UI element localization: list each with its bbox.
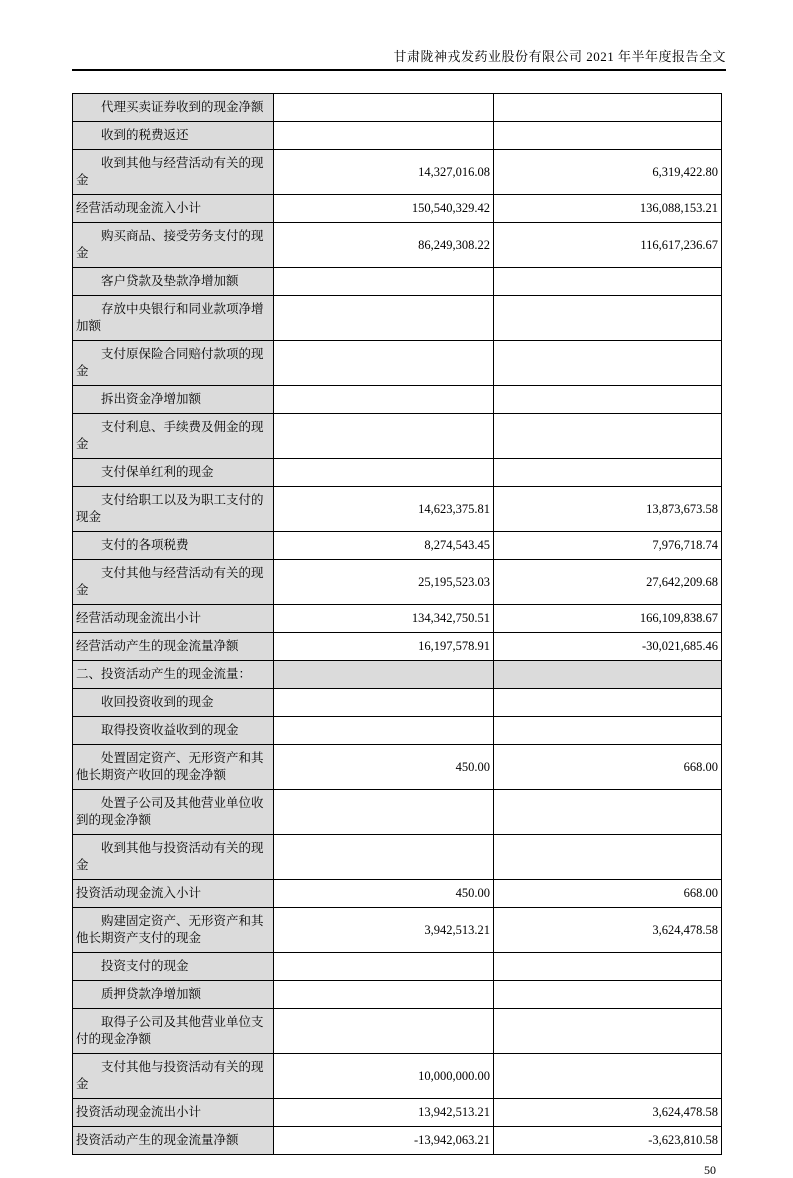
row-item-label: 支付给职工以及为职工支付的现金	[73, 487, 274, 532]
table-row-15	[73, 633, 722, 661]
row-item-label: 投资活动产生的现金流量净额	[73, 1127, 274, 1155]
row-value-prior-period	[494, 981, 722, 1009]
row-item-label: 购建固定资产、无形资产和其他长期资产支付的现金	[73, 908, 274, 953]
table-row-1	[73, 122, 722, 150]
row-value-current-period: 134,342,750.51	[274, 605, 494, 633]
row-item-label: 取得投资收益收到的现金	[73, 717, 274, 745]
row-item-label: 支付其他与经营活动有关的现金	[73, 560, 274, 605]
row-item-label: 支付其他与投资活动有关的现金	[73, 1054, 274, 1099]
row-value-current-period: -13,942,063.21	[274, 1127, 494, 1155]
row-value-current-period: 13,942,513.21	[274, 1099, 494, 1127]
row-value-current-period	[274, 414, 494, 459]
row-item-label: 投资支付的现金	[73, 953, 274, 981]
table-row-25	[73, 981, 722, 1009]
row-value-prior-period	[494, 268, 722, 296]
table-row-27	[73, 1054, 722, 1099]
row-value-current-period: 25,195,523.03	[274, 560, 494, 605]
cash-flow-table-body	[73, 94, 722, 1155]
row-value-current-period: 14,327,016.08	[274, 150, 494, 195]
header-divider-rule	[72, 69, 726, 71]
table-row-19	[73, 745, 722, 790]
row-value-current-period	[274, 835, 494, 880]
row-value-current-period	[274, 790, 494, 835]
row-item-label: 支付的各项税费	[73, 532, 274, 560]
row-value-current-period	[274, 94, 494, 122]
row-value-prior-period	[494, 835, 722, 880]
row-value-current-period: 150,540,329.42	[274, 195, 494, 223]
table-row-26	[73, 1009, 722, 1054]
table-row-16	[73, 661, 722, 689]
row-value-current-period: 16,197,578.91	[274, 633, 494, 661]
row-item-label: 收到其他与经营活动有关的现金	[73, 150, 274, 195]
row-item-label: 经营活动现金流出小计	[73, 605, 274, 633]
row-value-prior-period	[494, 341, 722, 386]
table-row-7	[73, 341, 722, 386]
row-value-current-period: 450.00	[274, 880, 494, 908]
row-value-current-period	[274, 341, 494, 386]
row-item-label: 代理买卖证券收到的现金净额	[73, 94, 274, 122]
report-header-title: 甘肃陇神戎发药业股份有限公司 2021 年半年度报告全文	[393, 49, 726, 64]
row-value-prior-period: 136,088,153.21	[494, 195, 722, 223]
row-value-current-period	[274, 981, 494, 1009]
row-value-prior-period: 166,109,838.67	[494, 605, 722, 633]
row-value-current-period	[274, 689, 494, 717]
table-row-0	[73, 94, 722, 122]
row-value-prior-period: -3,623,810.58	[494, 1127, 722, 1155]
row-value-prior-period: 3,624,478.58	[494, 908, 722, 953]
row-value-prior-period: 7,976,718.74	[494, 532, 722, 560]
row-value-current-period	[274, 386, 494, 414]
table-row-22	[73, 880, 722, 908]
row-value-prior-period	[494, 296, 722, 341]
row-value-prior-period	[494, 1009, 722, 1054]
table-row-21	[73, 835, 722, 880]
row-value-prior-period	[494, 661, 722, 689]
row-value-prior-period: 27,642,209.68	[494, 560, 722, 605]
row-value-current-period	[274, 268, 494, 296]
table-row-24	[73, 953, 722, 981]
row-value-current-period	[274, 1009, 494, 1054]
page-content	[72, 0, 726, 1178]
row-value-prior-period: 668.00	[494, 880, 722, 908]
row-item-label: 二、投资活动产生的现金流量：	[73, 661, 274, 689]
row-value-current-period	[274, 717, 494, 745]
row-item-label: 收到其他与投资活动有关的现金	[73, 835, 274, 880]
table-row-4	[73, 223, 722, 268]
row-value-current-period: 3,942,513.21	[274, 908, 494, 953]
row-item-label: 经营活动产生的现金流量净额	[73, 633, 274, 661]
row-value-current-period: 450.00	[274, 745, 494, 790]
row-value-current-period	[274, 953, 494, 981]
table-row-23	[73, 908, 722, 953]
table-row-3	[73, 195, 722, 223]
row-value-prior-period	[494, 414, 722, 459]
row-value-current-period: 8,274,543.45	[274, 532, 494, 560]
table-row-8	[73, 386, 722, 414]
row-value-prior-period	[494, 386, 722, 414]
page-number: 50	[704, 1163, 716, 1177]
row-value-prior-period: -30,021,685.46	[494, 633, 722, 661]
row-item-label: 投资活动现金流出小计	[73, 1099, 274, 1127]
cash-flow-statement-table	[72, 93, 722, 1155]
row-value-prior-period	[494, 717, 722, 745]
table-row-29	[73, 1127, 722, 1155]
row-value-prior-period	[494, 689, 722, 717]
row-value-prior-period: 3,624,478.58	[494, 1099, 722, 1127]
table-row-12	[73, 532, 722, 560]
row-item-label: 收回投资收到的现金	[73, 689, 274, 717]
table-row-5	[73, 268, 722, 296]
row-value-current-period: 14,623,375.81	[274, 487, 494, 532]
row-item-label: 质押贷款净增加额	[73, 981, 274, 1009]
row-value-prior-period	[494, 459, 722, 487]
table-row-13	[73, 560, 722, 605]
table-row-20	[73, 790, 722, 835]
row-item-label: 支付利息、手续费及佣金的现金	[73, 414, 274, 459]
row-value-prior-period	[494, 790, 722, 835]
row-item-label: 处置固定资产、无形资产和其他长期资产收回的现金净额	[73, 745, 274, 790]
row-value-prior-period: 6,319,422.80	[494, 150, 722, 195]
row-item-label: 取得子公司及其他营业单位支付的现金净额	[73, 1009, 274, 1054]
row-item-label: 支付原保险合同赔付款项的现金	[73, 341, 274, 386]
table-row-10	[73, 459, 722, 487]
row-item-label: 存放中央银行和同业款项净增加额	[73, 296, 274, 341]
row-value-prior-period	[494, 953, 722, 981]
table-row-11	[73, 487, 722, 532]
table-row-6	[73, 296, 722, 341]
row-value-current-period	[274, 661, 494, 689]
row-item-label: 收到的税费返还	[73, 122, 274, 150]
table-row-9	[73, 414, 722, 459]
row-value-prior-period	[494, 122, 722, 150]
row-item-label: 购买商品、接受劳务支付的现金	[73, 223, 274, 268]
row-value-current-period	[274, 296, 494, 341]
row-value-prior-period	[494, 1054, 722, 1099]
row-value-current-period	[274, 459, 494, 487]
table-row-28	[73, 1099, 722, 1127]
table-row-17	[73, 689, 722, 717]
row-item-label: 支付保单红利的现金	[73, 459, 274, 487]
row-item-label: 处置子公司及其他营业单位收到的现金净额	[73, 790, 274, 835]
row-value-current-period	[274, 122, 494, 150]
row-value-current-period: 86,249,308.22	[274, 223, 494, 268]
row-value-prior-period	[494, 94, 722, 122]
row-value-prior-period: 668.00	[494, 745, 722, 790]
row-item-label: 拆出资金净增加额	[73, 386, 274, 414]
row-value-prior-period: 13,873,673.58	[494, 487, 722, 532]
row-item-label: 投资活动现金流入小计	[73, 880, 274, 908]
row-value-prior-period: 116,617,236.67	[494, 223, 722, 268]
row-value-current-period: 10,000,000.00	[274, 1054, 494, 1099]
table-row-2	[73, 150, 722, 195]
row-item-label: 经营活动现金流入小计	[73, 195, 274, 223]
table-row-18	[73, 717, 722, 745]
table-row-14	[73, 605, 722, 633]
row-item-label: 客户贷款及垫款净增加额	[73, 268, 274, 296]
